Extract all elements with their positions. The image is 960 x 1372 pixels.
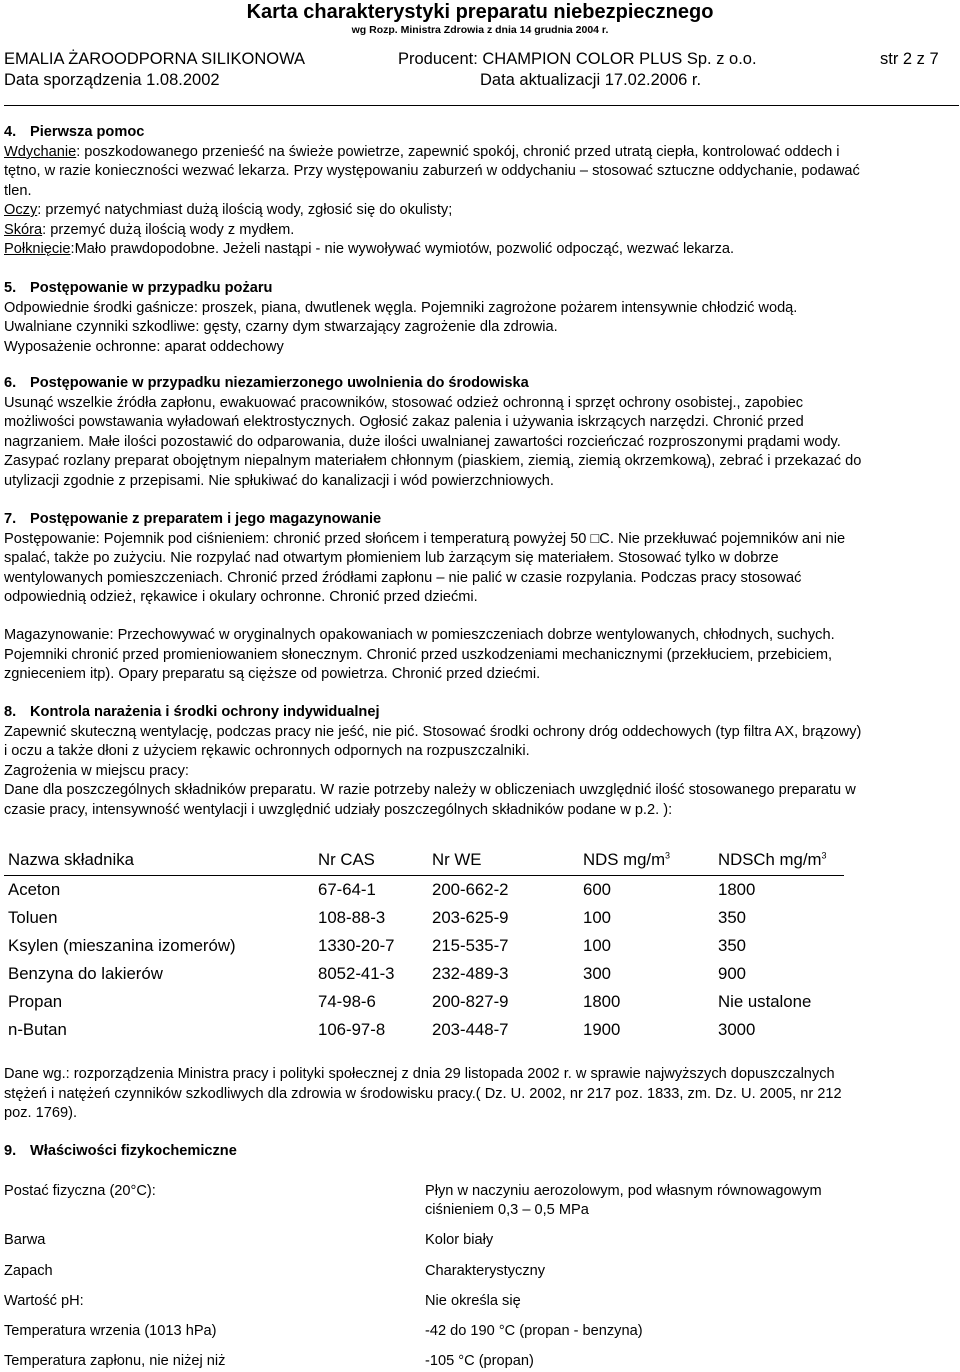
section-6: 6. Postępowanie w przypadku niezamierzonego uwolnienia do środowiska Usunąć wszelkie źródła zapłonu, ewakuować pracowników, stosować odzież ochronną i sprzęt ochrony osobistej., zapobiec możliwości powstawania wyładowań elektrostycznych. Ogłosić zakaz palenia i używania iskrzących narzędzi. Chronić przed nagrzaniem. Małe ilości pozostawić do odparowania, duże ilości uwalnianej zawartości rozcieńczać rozproszonymi prądami wody. Zasypać rozlany preparat obojętnym niepalnym materiałem chłonnym (piaskiem, ziemią, ziemią okrzemkową), zebrać i przekazać do utylizacji zgodnie z przepisami. Nie spłukiwać do kanalizacji i wód powierzchniowych. (4, 374, 956, 491)
property-label: Zapach (4, 1263, 53, 1279)
polkniecie-label: Połknięcie (4, 241, 71, 257)
table-row: Ksylen (mieszanina izomerów) 1330-20-7 215-535-7 100 350 (8, 936, 746, 955)
property-value: Kolor biały (425, 1232, 494, 1248)
property-label: Temperatura wrzenia (1013 hPa) (4, 1323, 217, 1339)
property-value: Nie określa się (425, 1293, 521, 1309)
column-header: Nr CAS (314, 845, 428, 876)
section-7: 7. Postępowanie z preparatem i jego magazynowanie Postępowanie: Pojemnik pod ciśnieniem: chronić przed słońcem i temperaturą powyżej 50 □C. Nie przekłuwać pojemników ani nie spalać, także po zużyciu. Nie rozpylać nad otwartym płomieniem lub żarzącym się materiałem. Stosować tylko w dobrze wentylowanych pomieszczeniach. Chronić przed źródłami zapłonu – nie palić w czasie rozpylania. Podczas pracy stosować odpowiednią odzież, rękawice i okulary ochronne. Chronić przed dziećmi. (4, 510, 956, 608)
property-value: Płyn w naczyniu aerozolowym, pod własnym równowagowym ciśnieniem 0,3 – 0,5 MPa (425, 1183, 822, 1218)
section-4: 4. Pierwsza pomoc Wdychanie: poszkodowanego przenieść na świeże powietrze, zapewnić spokój, chronić przed utratą ciepła, kontrolować oddech i tętno, w razie konieczności wezwać lekarza. Przy występowaniu zaburzeń w oddychaniu – stosować sztuczne oddychanie, podawać tlen. Oczy: przemyć natychmiast dużą ilością wody, zgłosić się do okulisty; Skóra: przemyć dużą ilością wody z mydłem. Połknięcie:Mało prawdopodobne. Jeżeli nastąpi - nie wywoływać wymiotów, pozwolić odpocząć, wezwać lekarza. (4, 123, 956, 260)
property-label: Barwa (4, 1232, 46, 1248)
document-subtitle: wg Rozp. Ministra Zdrowia z dnia 14 grudnia 2004 r. (351, 24, 609, 36)
exposure-limits-table (4, 845, 844, 1044)
table-row: n-Butan 106-97-8 203-448-7 1900 3000 (8, 1020, 756, 1039)
table-row: Benzyna do lakierów 8052-41-3 232-489-3 300 900 (8, 964, 746, 983)
table-header-row (4, 845, 844, 876)
product-name: EMALIA ŻAROODPORNA SILIKONOWA (4, 50, 306, 68)
oczy-label: Oczy (4, 202, 38, 218)
property-value: -42 do 190 °C (propan - benzyna) (425, 1323, 643, 1339)
section-7-storage: Magazynowanie: Przechowywać w oryginalnych opakowaniach w pomieszczeniach dobrze wentylowanych, chłodnych, suchych. Pojemniki chronić przed promieniowaniem słonecznym. Chronić przed uszkodzeniami mechanicznymi (przekłuciem, przebiciem, zgnieceniem itp). Opary preparatu są cięższe od powietrza. Chronić przed dziećmi. (4, 627, 835, 682)
section-6-heading: 6. Postępowanie w przypadku niezamierzonego uwolnienia do środowiska (4, 375, 529, 391)
updated-date: Data aktualizacji 17.02.2006 r. (480, 71, 702, 89)
property-label: Postać fizyczna (20°C): (4, 1183, 156, 1199)
section-9-heading: 9. Właściwości fizykochemiczne (4, 1143, 237, 1159)
section-5: 5. Postępowanie w przypadku pożaru Odpowiednie środki gaśnicze: proszek, piana, dwutlenek węgla. Pojemniki zagrożone pożarem intensywnie chłodzić wodą. Uwalniane czynniki szkodliwe: gęsty, czarny dym stwarzający zagrożenie dla zdrowia. Wyposażenie ochronne: aparat oddechowy (4, 279, 956, 357)
regulation-note: Dane wg.: rozporządzenia Ministra pracy i polityki społecznej z dnia 29 listopada 2002 r. w sprawie najwyższych dopuszczalnych stężeń i natężeń czynników szkodliwych dla zdrowia w środowisku pracy.( Dz. U. 2002, nr 217 poz. 1833, zm. Dz. U. 2005, nr 212 poz. 1769). (4, 1066, 842, 1121)
column-header: Nr WE (428, 845, 579, 876)
section-4-heading: 4. Pierwsza pomoc (4, 124, 145, 140)
section-7-heading: 7. Postępowanie z preparatem i jego magazynowanie (4, 511, 382, 527)
section-8-heading: 8. Kontrola narażenia i środki ochrony indywidualnej (4, 704, 380, 720)
property-label: Temperatura zapłonu, nie niżej niż (4, 1353, 226, 1369)
wdychanie-label: Wdychanie (4, 143, 77, 160)
column-header: NDSCh $mg/m^3$ (714, 845, 844, 876)
producer: Producent: CHAMPION COLOR PLUS Sp. z o.o. (398, 50, 757, 68)
section-8: 8. Kontrola narażenia i środki ochrony indywidualnej Zapewnić skuteczną wentylację, podczas pracy nie jeść, nie pić. Stosować środki ochrony dróg oddechowych (typ filtra AX, brązowy) i oczu a także dłoni z użyciem rękawic ochronnych odpornych na rozpuszczalniki. Zagrożenia w miejscu pracy: Dane dla poszczególnych składników preparatu. W razie potrzeby należy w obliczeniach uwzględnić ilość stosowanego preparatu w czasie pracy, intensywność wentylacji i uwzględnić udziały poszczególnych składników podane w p.2. ): (4, 703, 956, 820)
table-row: Propan 74-98-6 200-827-9 1800 Nie ustalone (8, 992, 812, 1011)
table-row: Toluen 108-88-3 203-625-9 100 350 (8, 908, 746, 927)
property-value: Charakterystyczny (425, 1263, 546, 1279)
skora-label: Skóra (4, 221, 43, 238)
created-date: Data sporządzenia 1.08.2002 (4, 71, 220, 89)
header-divider (4, 105, 959, 106)
column-header: NDS $mg/m^3$ (579, 845, 714, 876)
document-title: Karta charakterystyki preparatu niebezpiecznego (246, 1, 714, 23)
column-header: Nazwa składnika (4, 845, 314, 876)
table-row: Aceton 67-64-1 200-662-2 600 1800 (8, 880, 756, 899)
page-number: str 2 z 7 (880, 50, 939, 68)
property-label: Wartość pH: (4, 1293, 84, 1309)
property-value: -105 °C (propan) (425, 1353, 534, 1369)
section-5-heading: 5. Postępowanie w przypadku pożaru (4, 280, 273, 296)
